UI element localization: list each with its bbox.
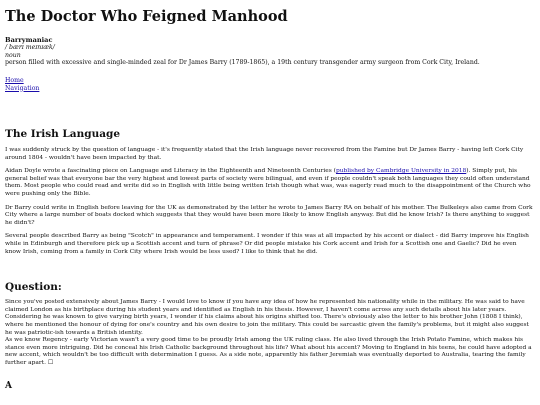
dictionary-term: Barrymaniac xyxy=(5,36,53,44)
dictionary-pronunciation: / bærɪ meɪnɪæk/ xyxy=(5,44,55,51)
dictionary-entry xyxy=(5,36,533,67)
article-paragraph-4: Several people described Barry as being "Scotch" in appearance and temperament. I wonder if this was at all impacted by his accent or dialect - did Barry improve his English while in Edinburgh and therefore pick up a Scottish accent and turn of phrase? Or did people mistake his Cork accent and Irish for a Scottish one and Gaelic? Did he even know Irish, coming from a family in Cork City where Irish would be less used? I like to think that he did. xyxy=(5,233,529,255)
question-heading: Question: xyxy=(5,281,62,294)
question-text-2: As we know Regency - early Victorian wasn't a very good time to be proudly Irish among the UK ruling class. He also lived through the Irish Potato Famine, which makes his stance even more intriguing. Did he conceal his Irish Catholic background throughout his life? What about his accent? Moving to England in his teens, he could have adopted a new accent, which wouldn't be too difficult with determination I guess. As a side note, apparently his father Jeremiah was eventually deported to Australia, tearing the family further apart. ☐ xyxy=(5,337,532,366)
page xyxy=(5,8,533,391)
cambridge-publication-link[interactable]: published by Cambridge University in 2018 xyxy=(335,168,467,175)
next-section-heading-partial: A xyxy=(5,381,12,392)
article-heading[interactable]: The Irish Language xyxy=(5,128,121,140)
dictionary-definition: person filled with excessive and single-minded zeal for Dr James Barry (1789-1865), a 19th century transgender army surgeon from Cork City, Ireland. xyxy=(5,59,480,66)
article-paragraph-2-start: Aidan Doyle wrote a fascinating piece on Language and Literacy in the Eighteenth and Nineteenth Centuries ( xyxy=(5,168,336,175)
site-title[interactable]: The Doctor Who Feigned Manhood xyxy=(5,8,288,25)
nav-home-link[interactable]: Home xyxy=(5,77,24,84)
dictionary-part-of-speech: noun xyxy=(5,51,21,59)
nav-navigation-link[interactable]: Navigation xyxy=(5,84,40,92)
question-text-1: Since you've posted extensively about James Barry - I would love to know if you have any idea of how he represented his nationality while in the military. He was said to have claimed London as his birthplace during his student years and identified as English in his thesis. However, I haven't come across any such details about his later years. Considering he was known to give varying birth years, I wonder if his claims about his origins shifted too. There's obviously also the letter to his brother John (1808 I think), where he mentioned the honour of dying for one's country and his own desire to join the military. This could be sarcastic given the family's problems, but it might also suggest he was patriotic-ish towards a British identity. xyxy=(5,299,529,336)
nav-links xyxy=(5,77,533,92)
article xyxy=(5,128,533,256)
article-paragraph-1: I was suddenly struck by the question of language - it's frequently stated that the Irish language never recovered from the Famine but Dr James Barry - having left Cork City around 1804 - wouldn't have been impacted by that. xyxy=(5,147,524,161)
article-paragraph-3: Dr Barry could write in English before leaving for the UK as demonstrated by the letter he wrote to James Barry RA on behalf of his mother. The Bulkeleys also came from Cork City where a large number of boats docked which suggests that they would have been more likely to know English anyway. But did he know Irish? Is there anything to suggest he didn't? xyxy=(5,204,533,226)
article-paragraph-2 xyxy=(5,168,533,198)
question-section xyxy=(5,281,533,367)
article-paragraph-2-end: ). Simply put, his general belief was that everyone bar the very highest and lowest parts of society were bilingual, and even if people couldn't speak both languages they could often understand them. Most people who could read and write did so in English with little being written Irish though what was, was eagerly read much to the disappointment of the Church who were pushing only the Bible. xyxy=(5,168,531,197)
